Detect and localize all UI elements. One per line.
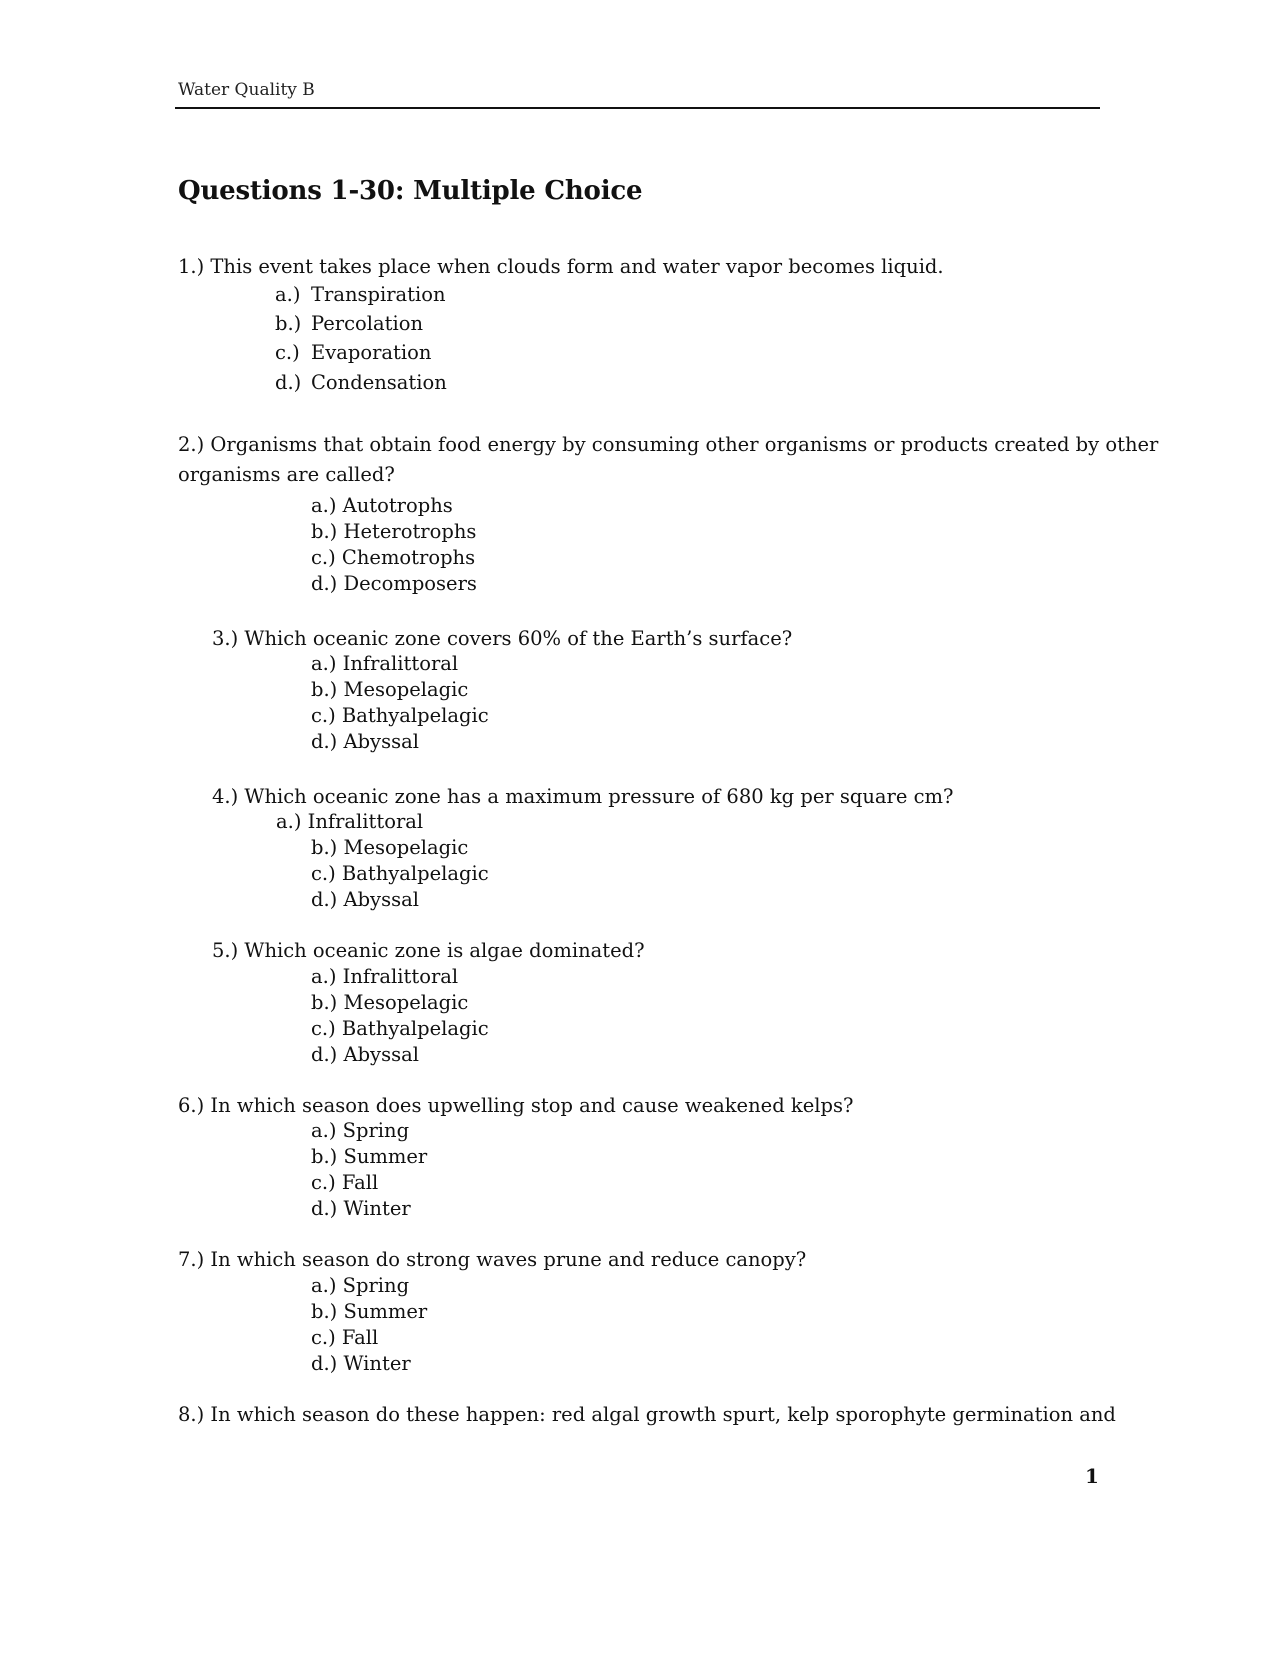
question-stem: 1.) This event takes place when clouds form and water vapor becomes liquid. <box>178 255 944 278</box>
question-stem: 5.) Which oceanic zone is algae dominated? <box>212 939 645 962</box>
question-1 <box>178 252 944 282</box>
question-stem: 3.) Which oceanic zone covers 60% of the Earth’s surface? <box>212 627 793 650</box>
question-6 <box>178 1091 853 1121</box>
option: c.) Fall <box>311 1171 379 1194</box>
question-stem: 6.) In which season does upwelling stop and cause weakened kelps? <box>178 1094 854 1117</box>
option: a.) Infralittoral <box>311 652 459 675</box>
option-letter: c.) <box>275 341 300 364</box>
option: d.) Abyssal <box>311 1043 419 1066</box>
section-title: Questions 1-30: Multiple Choice <box>178 176 643 206</box>
option: c.) Bathyalpelagic <box>311 1017 489 1040</box>
header-divider <box>175 107 1100 109</box>
option: b.) Mesopelagic <box>311 836 469 859</box>
option-text: Percolation <box>311 312 424 335</box>
option: b.) Summer <box>311 1145 428 1168</box>
option: b.) Heterotrophs <box>311 520 477 543</box>
option <box>275 371 447 394</box>
option: b.) Mesopelagic <box>311 991 469 1014</box>
option: d.) Abyssal <box>311 730 419 753</box>
option <box>275 283 446 306</box>
option: a.) Spring <box>311 1274 410 1297</box>
option: d.) Abyssal <box>311 888 419 911</box>
question-4 <box>212 782 953 812</box>
question-5 <box>212 936 645 966</box>
question-stem: 8.) In which season do these happen: red algal growth spurt, kelp sporophyte germination and <box>178 1403 1116 1426</box>
option-letter: a.) <box>275 283 301 306</box>
option: c.) Fall <box>311 1326 379 1349</box>
question-stem: 7.) In which season do strong waves prune and reduce canopy? <box>178 1248 807 1271</box>
question-stem-line-2: organisms are called? <box>178 462 395 486</box>
option: d.) Winter <box>311 1197 411 1220</box>
question-7 <box>178 1245 806 1275</box>
question-stem-line-1: 2.) Organisms that obtain food energy by consuming other organisms or products created by other <box>178 433 1159 456</box>
option: a.) Spring <box>311 1119 410 1142</box>
option <box>275 341 431 364</box>
option <box>275 312 423 335</box>
option-text: Condensation <box>311 371 447 394</box>
option: b.) Mesopelagic <box>311 678 469 701</box>
option: a.) Infralittoral <box>311 965 459 988</box>
option: c.) Bathyalpelagic <box>311 862 489 885</box>
option-letter: d.) <box>275 371 302 394</box>
option: c.) Bathyalpelagic <box>311 704 489 727</box>
running-header: Water Quality B <box>178 80 315 100</box>
question-3 <box>212 624 792 654</box>
option-text: Evaporation <box>311 341 432 364</box>
option: d.) Winter <box>311 1352 411 1375</box>
option-text: Transpiration <box>311 283 446 306</box>
option: a.) Autotrophs <box>311 494 453 517</box>
option: d.) Decomposers <box>311 572 477 595</box>
question-2 <box>178 430 1158 489</box>
option: c.) Chemotrophs <box>311 546 476 569</box>
option: a.) Infralittoral <box>276 810 424 833</box>
question-8 <box>178 1400 1116 1430</box>
option: b.) Summer <box>311 1300 428 1323</box>
page-number: 1 <box>1085 1464 1099 1488</box>
question-stem: 4.) Which oceanic zone has a maximum pressure of 680 kg per square cm? <box>212 785 954 808</box>
option-letter: b.) <box>275 312 302 335</box>
